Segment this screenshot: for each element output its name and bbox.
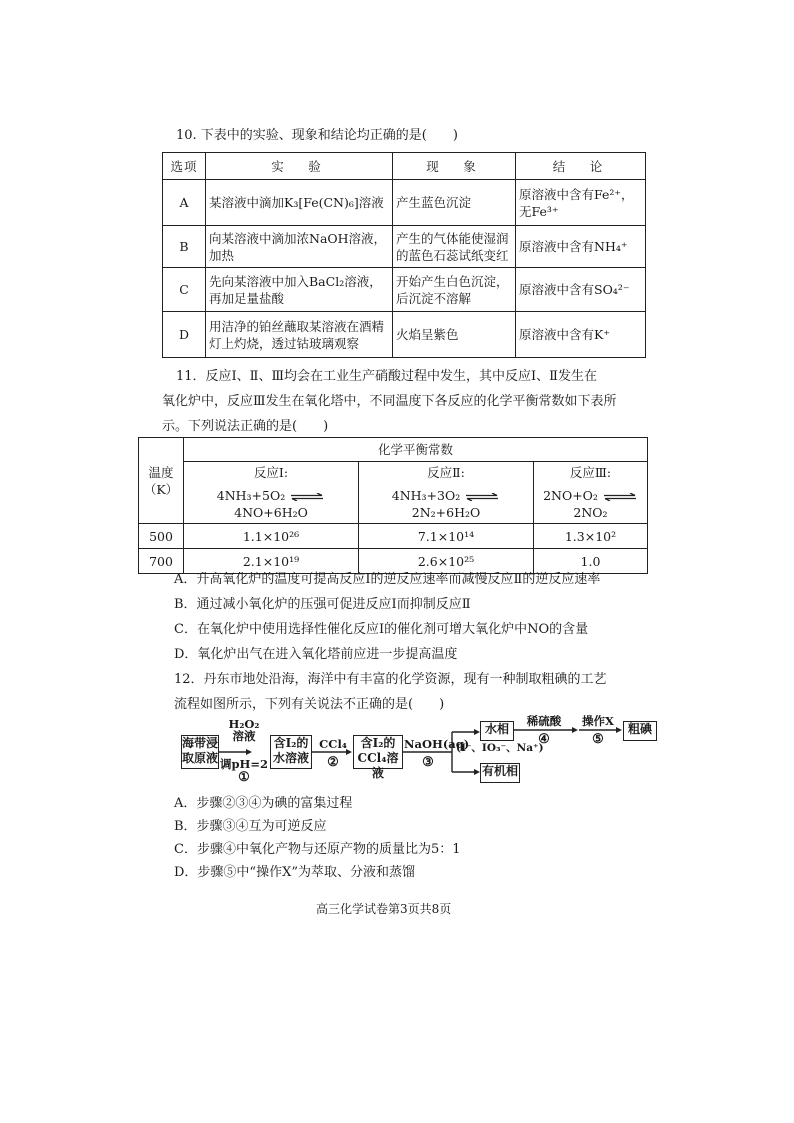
flow-step2-reagent: CCl₄ [319,737,347,751]
q12-flow-diagram [170,714,660,786]
flow-box-iodine-aqueous-line2: 水溶液 [272,751,309,765]
q10-row-a-experiment: 某溶液中滴加K₃[Fe(CN)₆]溶液 [206,180,393,226]
q11-row-700-k2: 2.6×10²⁵ [359,549,534,574]
q11-reaction-3 [534,462,648,524]
flow-box-iodine-aqueous [270,735,312,769]
q11-stem-line1: 11．反应Ⅰ、Ⅱ、Ⅲ均会在工业生产硝酸过程中发生，其中反应Ⅰ、Ⅱ发生在 [176,369,598,384]
q10-stem: 10. 下表中的实验、现象和结论均正确的是( ) [176,128,458,143]
q10-header-phenomenon: 现 象 [393,153,516,180]
q11-reaction-1-left: 4NH₃+5O₂ [216,488,286,503]
equilibrium-arrow-icon [602,493,638,501]
q10-header-conclusion: 结 论 [516,153,646,180]
q12-stem-line1: 12．丹东市地处沿海，海洋中有丰富的化学资源，现有一种制取粗碘的工艺 [174,672,607,687]
flow-step1-reagent-line2: 溶液 [232,729,256,743]
q12-stem-line2: 流程如图所示，下列有关说法不正确的是( ) [174,697,445,712]
q11-temp-unit: （K） [143,481,179,497]
q11-reaction-1-right: 4NO+6H₂O [234,505,308,520]
q11-group-header: 化学平衡常数 [184,438,648,462]
q10-row-d-option: D [163,312,206,358]
flow-step4-number: ④ [538,732,550,747]
q10-row-d-conclusion: 原溶液中含有K⁺ [516,312,646,358]
q11-reaction-2-name: 反应Ⅱ: [427,465,465,480]
q11-row-500-k2: 7.1×10¹⁴ [359,524,534,549]
q10-row-b-conclusion: 原溶液中含有NH₄⁺ [516,226,646,268]
q11-row-700-k1: 2.1×10¹⁹ [184,549,359,574]
flow-step3-number: ③ [422,755,434,770]
flow-step5-operation: 操作X [582,714,614,728]
q11-option-c: C．在氧化炉中使用选择性催化反应Ⅰ的催化剂可增大氧化炉中NO的含量 [174,622,589,637]
q10-row-d-phenomenon: 火焰呈紫色 [393,312,516,358]
flow-step4-reagent: 稀硫酸 [526,714,562,728]
equilibrium-arrow-icon [464,493,500,501]
q11-reaction-2 [359,462,534,524]
flow-box-iodine-aqueous-line1: 含I₂的 [273,736,309,750]
q11-option-a: A．升高氧化炉的温度可提高反应Ⅰ的逆反应速率而减慢反应Ⅱ的逆反应速率 [174,572,601,587]
flow-box-water-phase [480,721,514,741]
flow-box-organic-phase [480,763,520,783]
q11-option-d: D．氧化炉出气在进入氧化塔前应进一步提高温度 [174,647,458,662]
q11-reaction-1-name: 反应Ⅰ: [253,465,289,480]
q11-reaction-3-right: 2NO₂ [573,505,608,520]
q11-temp-header: 温度 [148,464,174,480]
flow-box-kelp-extract-line1: 海带浸 [182,736,219,750]
q11-reaction-1-equation [187,487,355,521]
q10-row-a-phenomenon: 产生蓝色沉淀 [393,180,516,226]
q11-reaction-3-left: 2NO+O₂ [543,488,598,503]
q11-table [138,437,648,574]
flow-step1-reagent-line1: H₂O₂ [228,717,260,731]
flow-box-kelp-extract [181,735,219,769]
flow-box-crude-iodine-label: 粗碘 [627,722,652,736]
flow-box-iodine-ccl4-line1: 含I₂的 [360,736,396,750]
q12-option-c: C．步骤④中氧化产物与还原产物的质量比为5：1 [174,842,461,857]
q11-reaction-3-equation [537,487,644,521]
flow-box-organic-phase-label: 有机相 [481,764,518,778]
q10-row-b-phenomenon: 产生的气体能使湿润的蓝色石蕊试纸变红 [393,226,516,268]
flow-step2-number: ② [327,755,339,770]
flow-box-crude-iodine [623,721,657,741]
q10-row-a-option: A [163,180,206,226]
q11-row-700-k3: 1.0 [534,549,648,574]
q11-temp-header-cell [139,438,184,524]
q10-row-c-experiment: 先向某溶液中加入BaCl₂溶液，再加足量盐酸 [206,268,393,312]
q11-reaction-2-left: 4NH₃+3O₂ [391,488,461,503]
flow-box-kelp-extract-line2: 取原液 [182,751,219,765]
q10-row-c-option: C [163,268,206,312]
equilibrium-arrow-icon [289,493,325,501]
q11-stem-line3: 示。下列说法正确的是( ) [162,419,329,434]
q11-row-500-k1: 1.1×10²⁶ [184,524,359,549]
q11-reaction-1 [184,462,359,524]
q11-row-700-temp: 700 [139,549,184,574]
flow-step3-reagent: NaOH(aq) [404,737,470,751]
q10-row-c-conclusion: 原溶液中含有SO₄²⁻ [516,268,646,312]
q11-reaction-2-right: 2N₂+6H₂O [411,505,481,520]
q10-row-b-experiment: 向某溶液中滴加浓NaOH溶液，加热 [206,226,393,268]
flow-step1-number: ① [238,770,250,785]
q11-row-500-k3: 1.3×10² [534,524,648,549]
q11-option-b: B．通过减小氧化炉的压强可促进反应Ⅰ而抑制反应Ⅱ [174,597,471,612]
flow-ions-label: (I⁻、IO₃⁻、Na⁺) [456,742,544,754]
q11-reaction-2-equation [362,487,530,521]
flow-step5-number: ⑤ [592,732,604,747]
flow-box-iodine-ccl4-line2: CCl₄溶液 [357,751,399,780]
page-footer: 高三化学试卷第3页共8页 [316,902,452,916]
q10-table [162,152,646,358]
q12-option-a: A．步骤②③④为碘的富集过程 [174,796,353,811]
q12-option-b: B．步骤③④互为可逆反应 [174,819,327,834]
q10-header-option: 选项 [163,153,206,180]
q11-reaction-3-name: 反应Ⅲ: [569,465,612,480]
q10-header-experiment: 实 验 [206,153,393,180]
flow-box-water-phase-label: 水相 [484,722,509,736]
q11-stem-line2: 氧化炉中，反应Ⅲ发生在氧化塔中，不同温度下各反应的化学平衡常数如下表所 [162,394,617,409]
flow-box-iodine-ccl4 [353,735,403,780]
q10-row-c-phenomenon: 开始产生白色沉淀，后沉淀不溶解 [393,268,516,312]
flow-step1-condition: 调pH=2 [220,757,269,771]
q10-row-a-conclusion: 原溶液中含有Fe²⁺，无Fe³⁺ [516,180,646,226]
q10-row-d-experiment: 用洁净的铂丝蘸取某溶液在酒精灯上灼烧，透过钴玻璃观察 [206,312,393,358]
q10-row-b-option: B [163,226,206,268]
q12-option-d: D．步骤⑤中“操作X”为萃取、分液和蒸馏 [174,865,415,880]
q11-row-500-temp: 500 [139,524,184,549]
